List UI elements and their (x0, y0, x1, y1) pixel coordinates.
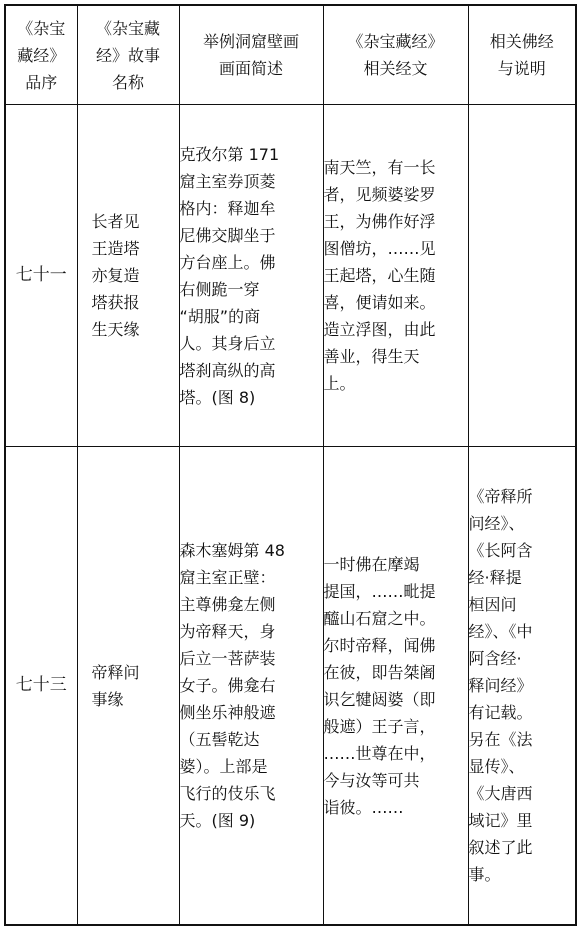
mural-description-cell: 克孜尔第 171 窟主室券顶菱 格内：释迦牟 尼佛交脚坐于 方台座上。佛 右侧跪一穿 “胡服”的商 人。其身后立 塔刹高纵的高 塔。(图 8) (179, 105, 323, 447)
sutra-text-cell: 一时佛在摩竭 提国，……毗提 醯山石窟之中。 尔时帝释，闻佛 在彼，即告桀阇 识乞犍闼婆（即 般遮）王子言， ……世尊在中， 今与汝等可共 诣彼。…… (323, 447, 468, 926)
header-related-sutra-text: 《杂宝藏经》 相关经文 (323, 5, 468, 105)
chapter-order-cell: 七十一 (5, 105, 77, 447)
chapter-order-cell: 七十三 (5, 447, 77, 926)
header-story-name: 《杂宝藏 经》故事 名称 (77, 5, 179, 105)
header-row (5, 5, 576, 105)
mural-description-cell: 森木塞姆第 48 窟主室正壁： 主尊佛龛左侧 为帝释天，身 后立一菩萨装 女子。佛龛右 侧坐乐神般遮 （五髻乾达 婆）。上部是 飞行的伎乐飞 天。(图 9) (179, 447, 323, 926)
sutra-table (4, 4, 577, 926)
table-row (5, 105, 576, 447)
notes-cell: 《帝释所 问经》、 《长阿含 经·释提 桓因问 经》、《中 阿含经· 释问经》 有记载。 另在《法 显传》、 《大唐西 域记》里 叙述了此 事。 (468, 447, 576, 926)
table-row (5, 447, 576, 926)
sutra-text-cell: 南天竺，有一长 者，见频婆娑罗 王，为佛作好浮 图僧坊，……见 王起塔，心生随 喜，便请如来。 造立浮图，由此 善业，得生天 上。 (323, 105, 468, 447)
header-mural-description: 举例洞窟壁画 画面简述 (179, 5, 323, 105)
story-name-cell: 长者见 王造塔 亦复造 塔获报 生天缘 (77, 105, 179, 447)
notes-cell (468, 105, 576, 447)
header-related-sutras-notes: 相关佛经 与说明 (468, 5, 576, 105)
header-chapter-order: 《杂宝 藏经》 品序 (5, 5, 77, 105)
story-name-cell: 帝释问 事缘 (77, 447, 179, 926)
